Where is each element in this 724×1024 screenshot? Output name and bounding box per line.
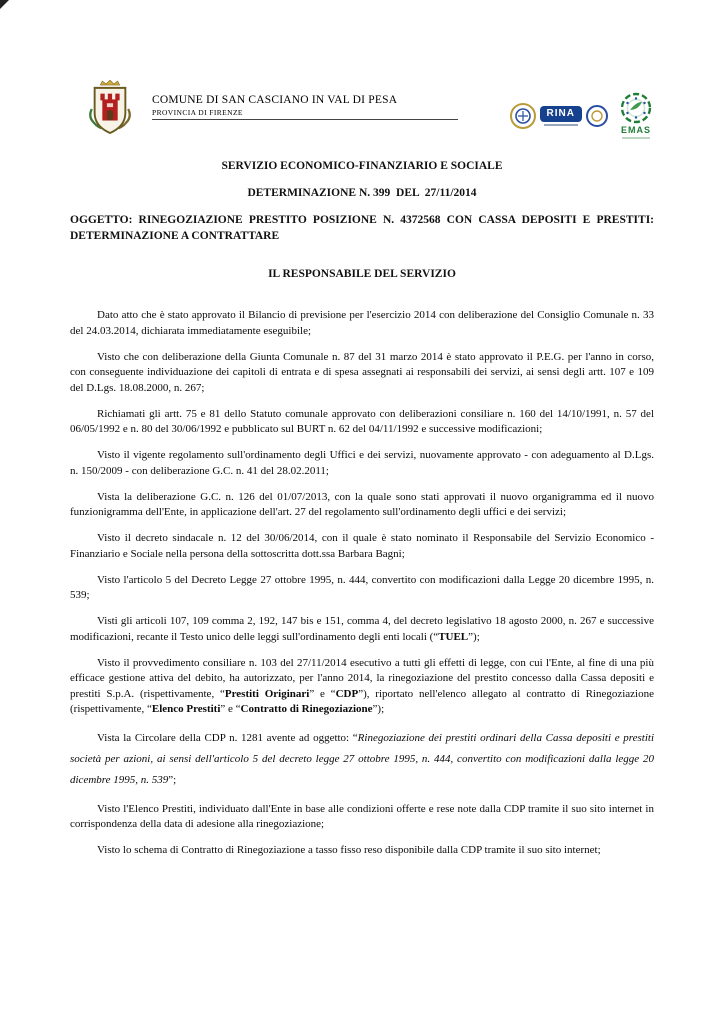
document-header [70, 80, 654, 142]
paragraph-segment: Elenco Prestiti [151, 703, 221, 716]
title-block [70, 160, 654, 280]
paragraph-segment: ” e “ [220, 703, 241, 716]
rina-microtext [544, 124, 578, 126]
emas-logo [620, 92, 652, 139]
responsible-heading: IL RESPONSABILE DEL SERVIZIO [268, 268, 456, 281]
paragraph-segment: ”); [372, 703, 385, 716]
paragraph-segment: Visti gli articoli 107, 109 comma 2, 192, 147 bis e 151, comma 4, del decreto legislativo 18 agosto 2000, n. 267 e successive modificazioni, recante il Testo unico delle leggi sull'ordinamento degli enti locali (“ [70, 615, 654, 643]
service-title: SERVIZIO ECONOMICO-FINANZIARIO E SOCIALE [221, 160, 503, 172]
determination-number: DETERMINAZIONE N. 399 DEL 27/11/2014 [247, 187, 477, 199]
provincia-name: PROVINCIA DI FIRENZE [152, 108, 458, 120]
body-paragraph [70, 448, 654, 479]
paragraph-segment: Visto l'Elenco Prestiti, individuato dall'Ente in base alle condizioni offerte e rese note dalla CDP tramite il suo sito internet in corrispondenza della data di adesione alla rinegoziazione; [70, 802, 654, 831]
paragraph-segment: ”); [468, 630, 480, 643]
paragraph-segment: Dato atto che è stato approvato il Bilancio di previsione per l'esercizio 2014 con deliberazione del Consiglio Comunale n. 33 del 24.03.2014, dichiarata immediatamente eseguibile; [70, 309, 654, 337]
scan-corner-artifact [0, 0, 9, 9]
body-paragraph [70, 728, 654, 791]
body-paragraph [70, 350, 654, 397]
paragraph-segment: ”; [168, 774, 177, 787]
paragraph-segment: ” e “ [309, 687, 336, 700]
paragraph-segment: Visto che con deliberazione della Giunta Comunale n. 87 del 31 marzo 2014 è stato approvato il P.E.G. per l'anno in corso, con conseguente individuazione dei capitoli di entrata e di spesa assegnati ai responsabili dei servizi, ai sensi degli artt. 107 e 109 del D.Lgs. 18.08.2000, n. 267; [70, 350, 654, 394]
paragraph-segment: CDP [335, 687, 359, 700]
paragraph-segment: Visto lo schema di Contratto di Rinegoziazione a tasso fisso reso disponibile dalla CDP tramite il suo sito internet; [97, 844, 601, 857]
paragraph-segment: Contratto di Rinegoziazione [240, 703, 373, 716]
header-text-block [152, 80, 458, 120]
paragraph-segment: ”), riportato nell'elenco allegato al contratto di Rinegoziazione (rispettivamente, “ [70, 687, 654, 716]
body-paragraph [70, 614, 654, 645]
body-paragraph [70, 573, 654, 604]
paragraph-segment: Richiamati gli artt. 75 e 81 dello Statuto comunale approvato con deliberazioni consiliare n. 160 del 14/10/1991, n. 57 del 06/05/1992 e n. 80 del 30/06/1992 e pubblicato sul BURT n. 62 del 04/11/1992 e successive modificazioni; [70, 407, 654, 436]
subject-line: OGGETTO: RINEGOZIAZIONE PRESTITO POSIZIONE N. 4372568 CON CASSA DEPOSITI E PRESTITI: DETERMINAZIONE A CONTRATTARE [70, 214, 654, 242]
paragraph-segment: Rinegoziazione dei prestiti ordinari della Cassa depositi e prestiti società per azioni, ai sensi dell'articolo 5 del decreto legge 27 ottobre 1995, n. 444, convertito con modificazioni dalla legge 20 dicembre 1995, n. 539 [70, 732, 655, 787]
body-paragraph [70, 802, 654, 833]
paragraph-segment: TUEL [438, 630, 469, 643]
emas-microtext [622, 137, 650, 139]
emas-logo-label: EMAS [620, 125, 651, 135]
paragraph-segment: Visto il decreto sindacale n. 12 del 30/06/2014, con il quale è stato nominato il Responsabile del Servizio Economico - Finanziario e Sociale nella persona della sottoscritta dott.ssa Barbara Bagni; [70, 532, 654, 560]
paragraph-segment: Vista la deliberazione G.C. n. 126 del 01/07/2013, con la quale sono stati approvati il nuovo organigramma ed il nuovo funzionigramma dell'Ente, in applicazione dell'art. 27 del regolamento sull'ordinamento degli uffici e dei servizi; [70, 490, 654, 519]
body-paragraph [70, 531, 654, 562]
certification-logos [510, 92, 652, 139]
body-paragraph [70, 656, 654, 718]
body-paragraph [70, 843, 654, 859]
body-paragraph [70, 490, 654, 521]
document-body [70, 308, 654, 859]
paragraph-segment: Visto l'articolo 5 del Decreto Legge 27 ottobre 1995, n. 444, convertito con modificazioni dalla Legge 20 dicembre 1995, n. 539; [70, 573, 654, 602]
emas-wreath-icon [620, 92, 652, 124]
rina-certification-logo [510, 103, 608, 129]
paragraph-segment: Visto il vigente regolamento sull'ordinamento degli Uffici e dei servizi, nuovamente approvato - con adeguamento al D.Lgs. n. 150/2009 - con deliberazione G.C. n. 41 del 28.02.2011; [70, 449, 654, 477]
rina-logo-label: RINA [540, 106, 582, 122]
municipal-crest-icon [86, 80, 134, 138]
paragraph-segment: Visto il provvedimento consiliare n. 103 del 27/11/2014 esecutivo a tutti gli effetti di legge, con cui l'Ente, al fine di una più efficace gestione attiva del debito, ha autorizzato, per l'anno 2014, la rinegoziazione del prestito concesso dalla Cassa depositi e prestiti S.p.A. (rispettivamente, “ [70, 656, 654, 700]
accreditation-seal-icon [510, 103, 536, 129]
iso-seal-icon [586, 105, 608, 127]
paragraph-segment: Prestiti Originari [224, 687, 310, 700]
body-paragraph [70, 407, 654, 438]
body-paragraph [70, 308, 654, 339]
commune-name: COMUNE DI SAN CASCIANO IN VAL DI PESA [152, 94, 398, 106]
paragraph-segment: Vista la Circolare della CDP n. 1281 avente ad oggetto: “ [97, 732, 358, 745]
